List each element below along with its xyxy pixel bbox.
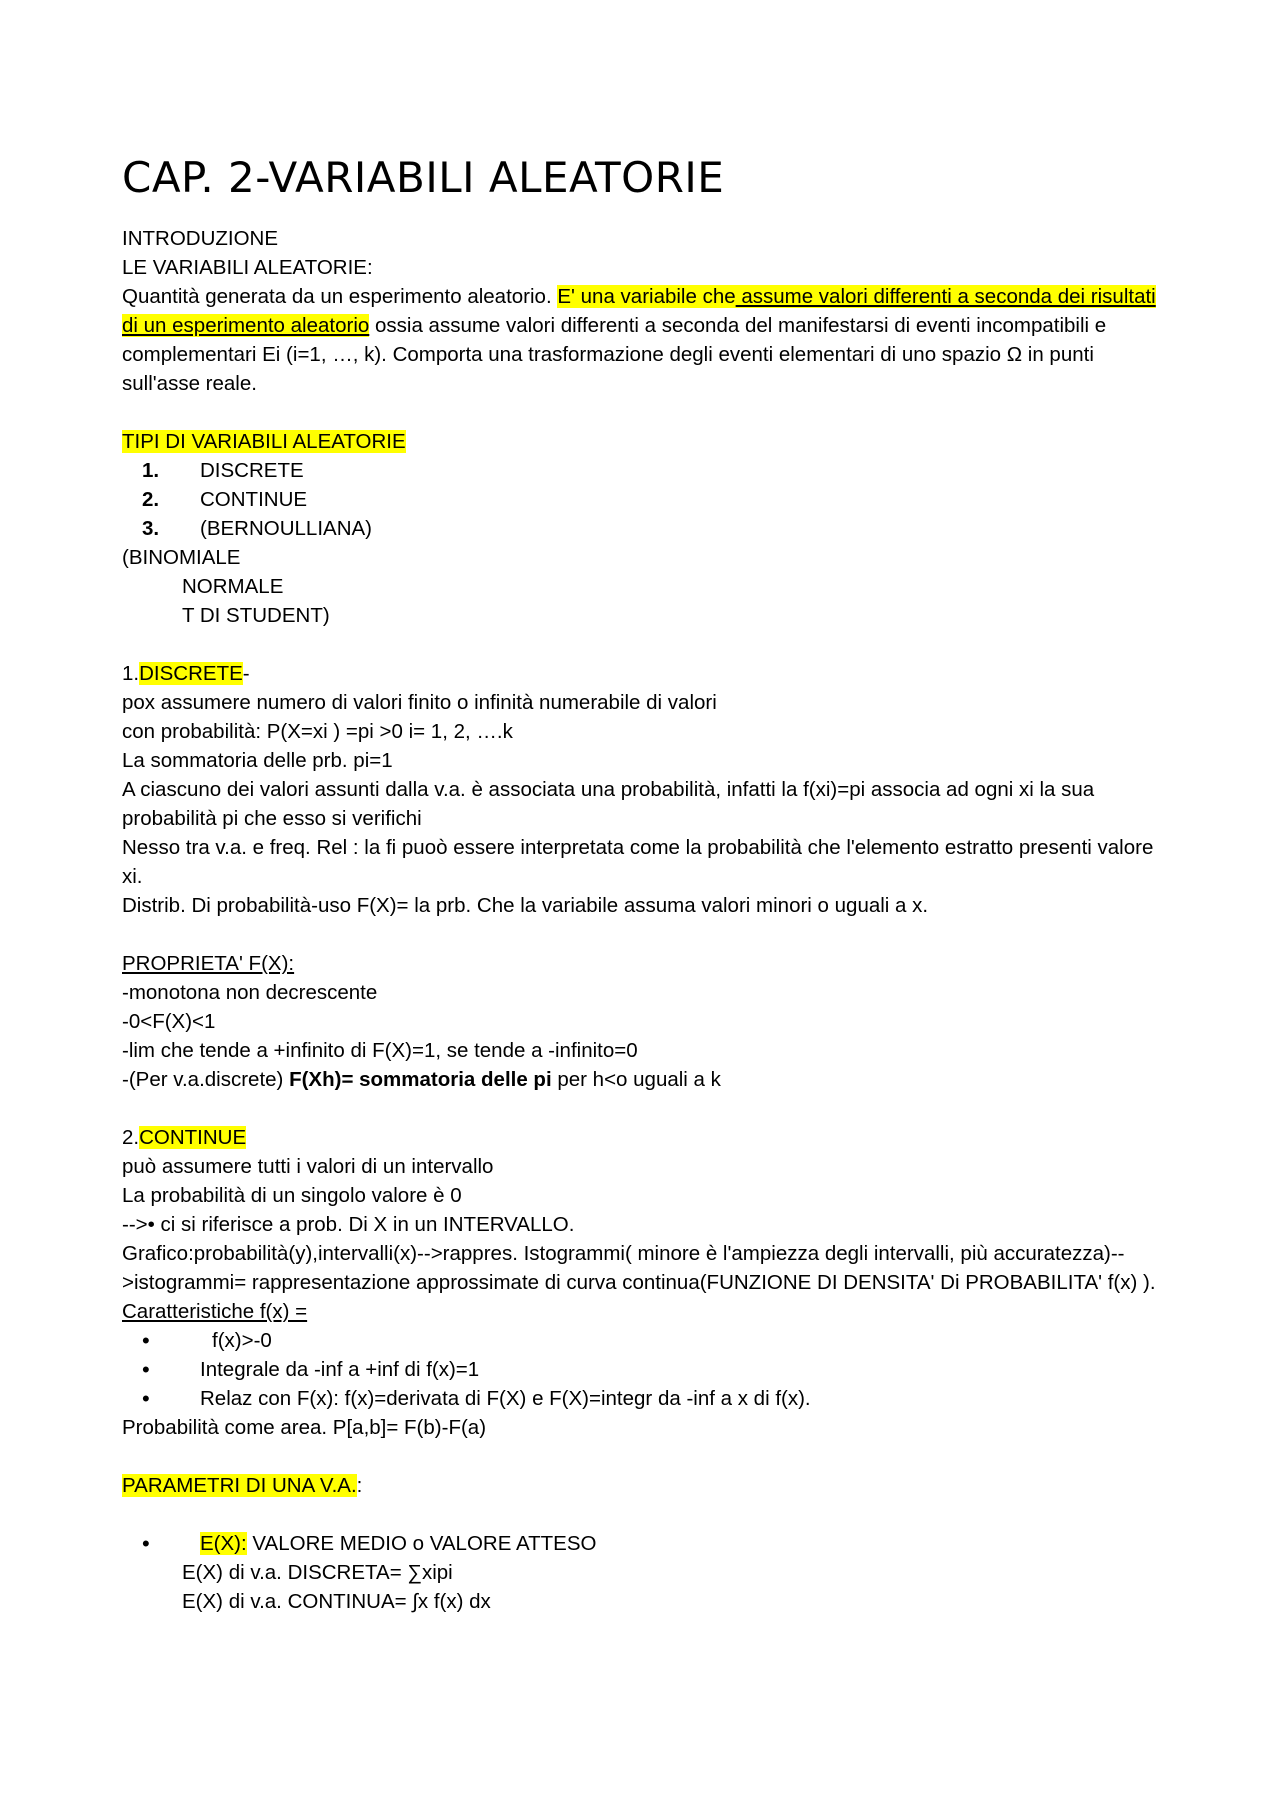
parametri-sub-line: E(X) di v.a. CONTINUA= ∫x f(x) dx bbox=[182, 1590, 491, 1613]
intro-highlight-2: assume valori differenti a seconda dei risultati di un esperimento aleatorio bbox=[122, 285, 1156, 337]
proprieta-heading-text: PROPRIETA' F(X): bbox=[122, 952, 295, 975]
list-item bbox=[122, 485, 1172, 514]
discrete-line: Nesso tra v.a. e freq. Rel : la fi puoò essere interpretata come la probabilità che l'elemento estratto presenti valore xi. bbox=[122, 836, 1154, 888]
caratteristiche-heading bbox=[122, 1297, 1172, 1326]
list-item bbox=[122, 456, 1172, 485]
discrete-line: La sommatoria delle prb. pi=1 bbox=[122, 749, 393, 772]
proprieta-line: -0<F(X)<1 bbox=[122, 1010, 216, 1033]
tipi-heading-text: TIPI DI VARIABILI ALEATORIE bbox=[122, 430, 406, 453]
parametri-bullet-text: VALORE MEDIO o VALORE ATTESO bbox=[246, 1532, 597, 1555]
parametri-heading bbox=[122, 1471, 1172, 1500]
continue-line: -->• ci si riferisce a prob. Di X in un INTERVALLO. bbox=[122, 1213, 575, 1236]
list-item-label: (BERNOULLIANA) bbox=[200, 517, 373, 540]
proprieta-last-bold: F(Xh)= sommatoria delle pi bbox=[289, 1068, 552, 1091]
intro-text-a: Quantità generata da un esperimento aleatorio. bbox=[122, 285, 558, 308]
proprieta-line: -lim che tende a +infinito di F(X)=1, se tende a -infinito=0 bbox=[122, 1039, 638, 1062]
continue-line: può assumere tutti i valori di un intervallo bbox=[122, 1155, 494, 1178]
continue-heading-text: CONTINUE bbox=[139, 1126, 247, 1149]
page-title: CAP. 2-VARIABILI ALEATORIE bbox=[122, 153, 725, 202]
tipi-extra-line: (BINOMIALE bbox=[122, 546, 241, 569]
discrete-heading bbox=[122, 659, 1172, 688]
intro-heading: INTRODUZIONE bbox=[122, 227, 279, 250]
discrete-heading-text: DISCRETE bbox=[139, 662, 243, 685]
proprieta-last-a: -(Per v.a.discrete) bbox=[122, 1068, 290, 1091]
proprieta-line: -monotona non decrescente bbox=[122, 981, 378, 1004]
list-item bbox=[122, 1326, 1172, 1355]
discrete-suffix: - bbox=[242, 662, 250, 685]
list-item-label: f(x)>-0 bbox=[212, 1329, 272, 1352]
parametri-heading-text: PARAMETRI DI UNA V.A. bbox=[122, 1474, 357, 1497]
intro-highlight-1: E' una variabile che bbox=[557, 285, 736, 308]
list-item bbox=[122, 1355, 1172, 1384]
caratteristiche-heading-text: Caratteristiche f(x) = bbox=[122, 1300, 308, 1323]
parametri-suffix: : bbox=[356, 1474, 363, 1497]
document-body bbox=[122, 150, 1172, 1616]
bullet-icon: • bbox=[142, 1357, 150, 1382]
list-item bbox=[122, 1529, 1172, 1558]
intro-text-b: ossia assume valori differenti a seconda del manifestarsi di eventi incompatibili e complementari Ei (i=1, …, k). Comporta una trasformazione degli eventi elementari di uno spazio Ω in punti sull'asse reale. bbox=[122, 314, 1107, 395]
bullet-icon: • bbox=[142, 1531, 150, 1556]
list-item bbox=[122, 514, 1172, 543]
intro-paragraph bbox=[122, 282, 1172, 398]
discrete-prefix: 1. bbox=[122, 662, 140, 685]
parametri-sub-line: E(X) di v.a. DISCRETA= ∑xipi bbox=[182, 1561, 453, 1584]
list-item-label: DISCRETE bbox=[200, 459, 304, 482]
discrete-line: pox assumere numero di valori finito o infinità numerabile di valori bbox=[122, 691, 717, 714]
proprieta-last-c: per h<o uguali a k bbox=[551, 1068, 721, 1091]
list-item bbox=[122, 1384, 1172, 1413]
tipi-extra-line: T DI STUDENT) bbox=[182, 604, 330, 627]
continue-line: Grafico:probabilità(y),intervalli(x)-->rappres. Istogrammi( minore è l'ampiezza degli intervalli, più accuratezza)-->istogrammi= rappresentazione approssimate di curva continua(FUNZIONE DI DENSITA' Di PROBABILITA' f(x) ). bbox=[122, 1242, 1156, 1294]
tipi-heading bbox=[122, 427, 1172, 456]
discrete-line: Distrib. Di probabilità-uso F(X)= la prb. Che la variabile assuma valori minori o uguali a x. bbox=[122, 894, 929, 917]
list-number: 2. bbox=[142, 488, 160, 511]
list-item-label: Integrale da -inf a +inf di f(x)=1 bbox=[200, 1358, 480, 1381]
continue-area: Probabilità come area. P[a,b]= F(b)-F(a) bbox=[122, 1416, 487, 1439]
bullet-icon: • bbox=[142, 1386, 150, 1411]
continue-prefix: 2. bbox=[122, 1126, 140, 1149]
discrete-line: con probabilità: P(X=xi ) =pi >0 i= 1, 2, ….k bbox=[122, 720, 513, 743]
list-number: 1. bbox=[142, 459, 160, 482]
discrete-line: A ciascuno dei valori assunti dalla v.a. è associata una probabilità, infatti la f(xi)=pi associa ad ogni xi la sua probabilità pi che esso si verifichi bbox=[122, 778, 1095, 830]
continue-heading bbox=[122, 1123, 1172, 1152]
list-item-label: CONTINUE bbox=[200, 488, 308, 511]
proprieta-line-last bbox=[122, 1065, 1172, 1094]
list-item-label: Relaz con F(x): f(x)=derivata di F(X) e F(X)=integr da -inf a x di f(x). bbox=[200, 1387, 811, 1410]
continue-line: La probabilità di un singolo valore è 0 bbox=[122, 1184, 462, 1207]
parametri-bullet-highlight: E(X): bbox=[200, 1532, 247, 1555]
bullet-icon: • bbox=[142, 1328, 150, 1353]
proprieta-heading bbox=[122, 949, 1172, 978]
intro-subheading: LE VARIABILI ALEATORIE: bbox=[122, 256, 373, 279]
tipi-extra-line: NORMALE bbox=[182, 575, 284, 598]
list-number: 3. bbox=[142, 517, 160, 540]
